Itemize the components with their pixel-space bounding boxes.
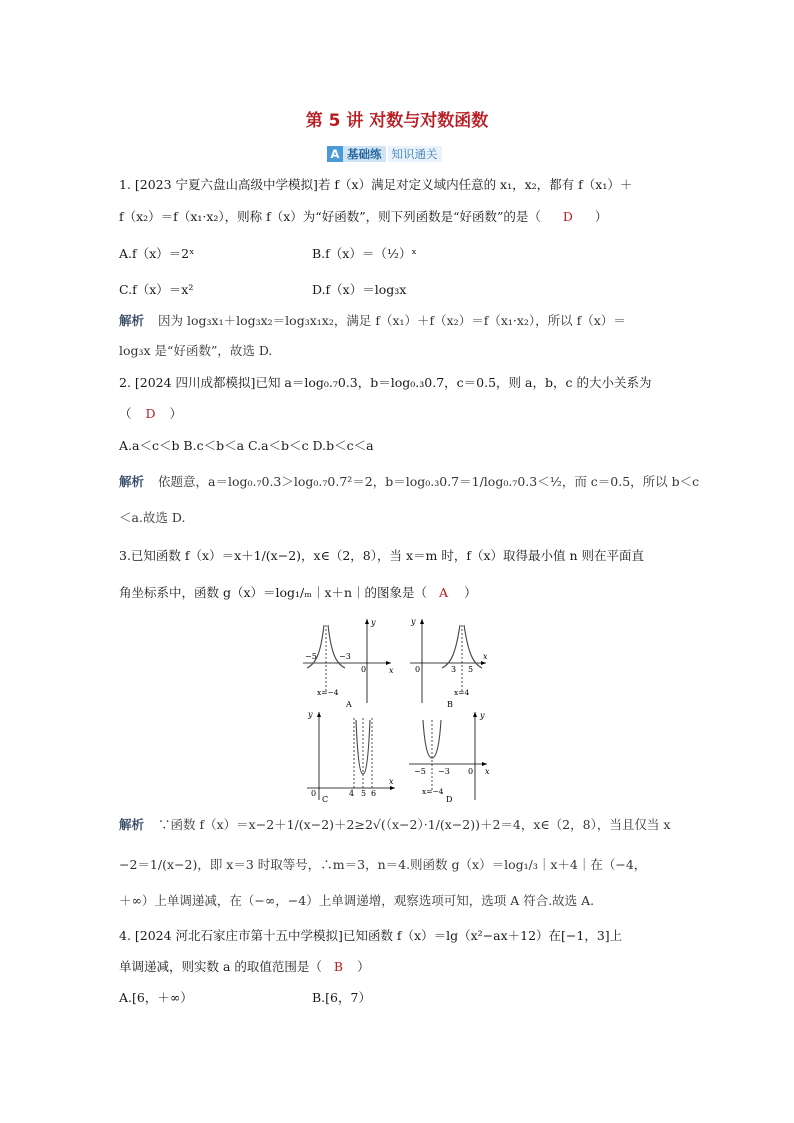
graph-d-y-label: y xyxy=(480,711,485,720)
q2-answer: D xyxy=(145,406,156,421)
q3-solution-label: 解析 xyxy=(119,817,145,832)
q2-stem-line2: （ D ） xyxy=(119,406,183,421)
graph-c-x-label: x xyxy=(389,777,394,786)
q1-option-d: D.f（x）＝log₃x xyxy=(312,282,407,297)
graph-a xyxy=(295,615,405,710)
graph-d-x-label: x xyxy=(485,767,490,776)
graph-b-asymptote-label: x=4 xyxy=(454,688,470,697)
graph-b-tick-1: 3 xyxy=(451,665,457,674)
graph-d-tick-1: −5 xyxy=(414,767,426,776)
graph-a-tick-1: −5 xyxy=(305,652,317,661)
q1-option-a: A.f（x）＝2ˣ xyxy=(119,246,195,261)
section-badge xyxy=(327,146,442,162)
q3-solution-line3: ＋∞）上单调递减，在（−∞，−4）上单调递增，观察选项可知，选项 A 符合.故选 A. xyxy=(119,893,595,908)
q3-stem-line2: 角坐标系中，函数 g（x）＝log₁/ₘ｜x＋n｜的图象是（ A ） xyxy=(119,585,477,600)
q4-stem-line2: 单调递减，则实数 a 的取值范围是（ B ） xyxy=(119,959,370,974)
q3-solution-line2: −2＝1/(x−2)，即 x＝3 时取等号，∴m＝3，n＝4.则函数 g（x）＝log₁/₃｜x＋4｜在（−4， xyxy=(119,857,647,872)
q4-option-a: A.[6，＋∞） xyxy=(119,990,193,1005)
q3-solution-line1: 解析 ∵函数 f（x）＝x−2＋1/(x−2)＋2≥2√(（x−2）·1/(x−2))＋2＝4，x∈（2，8），当且仅当 x xyxy=(119,817,671,832)
q1-solution-label: 解析 xyxy=(119,313,145,328)
graph-c-tick-2: 5 xyxy=(361,789,367,798)
graph-b xyxy=(402,615,512,710)
graph-a-y-label: y xyxy=(371,618,376,627)
badge-sub: 知识通关 xyxy=(388,146,442,162)
graph-d-label: D xyxy=(446,795,453,804)
graph-c-tick-3: 6 xyxy=(371,789,377,798)
q2-stem-line1: 2. [2024 四川成都模拟]已知 a＝log₀.₇0.3，b＝log₀.₃0.7，c＝0.5，则 a，b，c 的大小关系为 xyxy=(119,375,652,390)
q1-answer: D xyxy=(562,209,573,224)
q3-answer: A xyxy=(439,585,449,600)
graph-c-label: C xyxy=(322,795,329,804)
badge-letter: A xyxy=(327,146,343,162)
q1-solution-line2: log₃x 是“好函数”，故选 D. xyxy=(119,343,273,358)
q4-answer: B xyxy=(333,959,344,974)
graph-a-label: A xyxy=(346,700,352,709)
q2-solution-line1: 解析 依题意，a＝log₀.₇0.3＞log₀.₇0.7²＝2，b＝log₀.₃0.7＝1/log₀.₇0.3＜½，而 c＝0.5，所以 b＜c xyxy=(119,474,700,489)
q4-stem-line1: 4. [2024 河北石家庄市第十五中学模拟]已知函数 f（x）＝lg（x²−ax＋12）在[−1，3]上 xyxy=(119,928,623,943)
q3-stem-line1: 3.已知函数 f（x）＝x＋1/(x−2)，x∈（2，8），当 x＝m 时，f（x）取得最小值 n 则在平面直 xyxy=(119,548,645,563)
graph-b-tick-2: 5 xyxy=(468,665,474,674)
graph-c-y-label: y xyxy=(308,710,313,719)
graph-c-origin: 0 xyxy=(311,789,317,798)
q2-solution-label: 解析 xyxy=(119,474,145,489)
q1-option-c: C.f（x）＝x² xyxy=(119,282,194,297)
graph-d xyxy=(405,708,495,804)
q2-solution-line2: ＜a.故选 D. xyxy=(119,510,186,525)
q1-option-b: B.f（x）＝（½）ˣ xyxy=(312,246,417,261)
graph-a-tick-3: 0 xyxy=(361,665,367,674)
graph-d-asymptote-label: x=−4 xyxy=(422,787,444,796)
badge-main: 基础练 xyxy=(343,146,386,162)
graph-a-x-label: x xyxy=(389,666,394,675)
q1-stem-line2: f（x₂）＝f（x₁·x₂），则称 f（x）为“好函数”，则下列函数是“好函数”的是（ D ） xyxy=(119,209,608,224)
page-title: 第 5 讲 对数与对数函数 xyxy=(305,111,489,131)
graph-c xyxy=(303,708,403,804)
graph-b-y-label: y xyxy=(411,617,416,626)
graph-b-label: B xyxy=(447,700,453,709)
q1-stem-line1: 1. [2023 宁夏六盘山高级中学模拟]若 f（x）满足对定义域内任意的 x₁，x₂，都有 f（x₁）＋ xyxy=(119,177,633,192)
graph-d-tick-2: −3 xyxy=(438,767,450,776)
graph-a-tick-2: −3 xyxy=(339,652,351,661)
q2-options: A.a＜c＜b B.c＜b＜a C.a＜b＜c D.b＜c＜a xyxy=(119,438,374,453)
graph-d-tick-3: 0 xyxy=(468,767,474,776)
graph-a-asymptote-label: x=−4 xyxy=(317,688,339,697)
graph-c-tick-1: 4 xyxy=(349,789,355,798)
q4-option-b: B.[6，7） xyxy=(312,990,371,1005)
graph-b-x-label: x xyxy=(483,652,488,661)
graph-b-origin: 0 xyxy=(415,665,421,674)
q1-solution-line1: 解析 因为 log₃x₁＋log₃x₂＝log₃x₁x₂，满足 f（x₁）＋f（x₂）＝f（x₁·x₂），所以 f（x）＝ xyxy=(119,313,626,328)
